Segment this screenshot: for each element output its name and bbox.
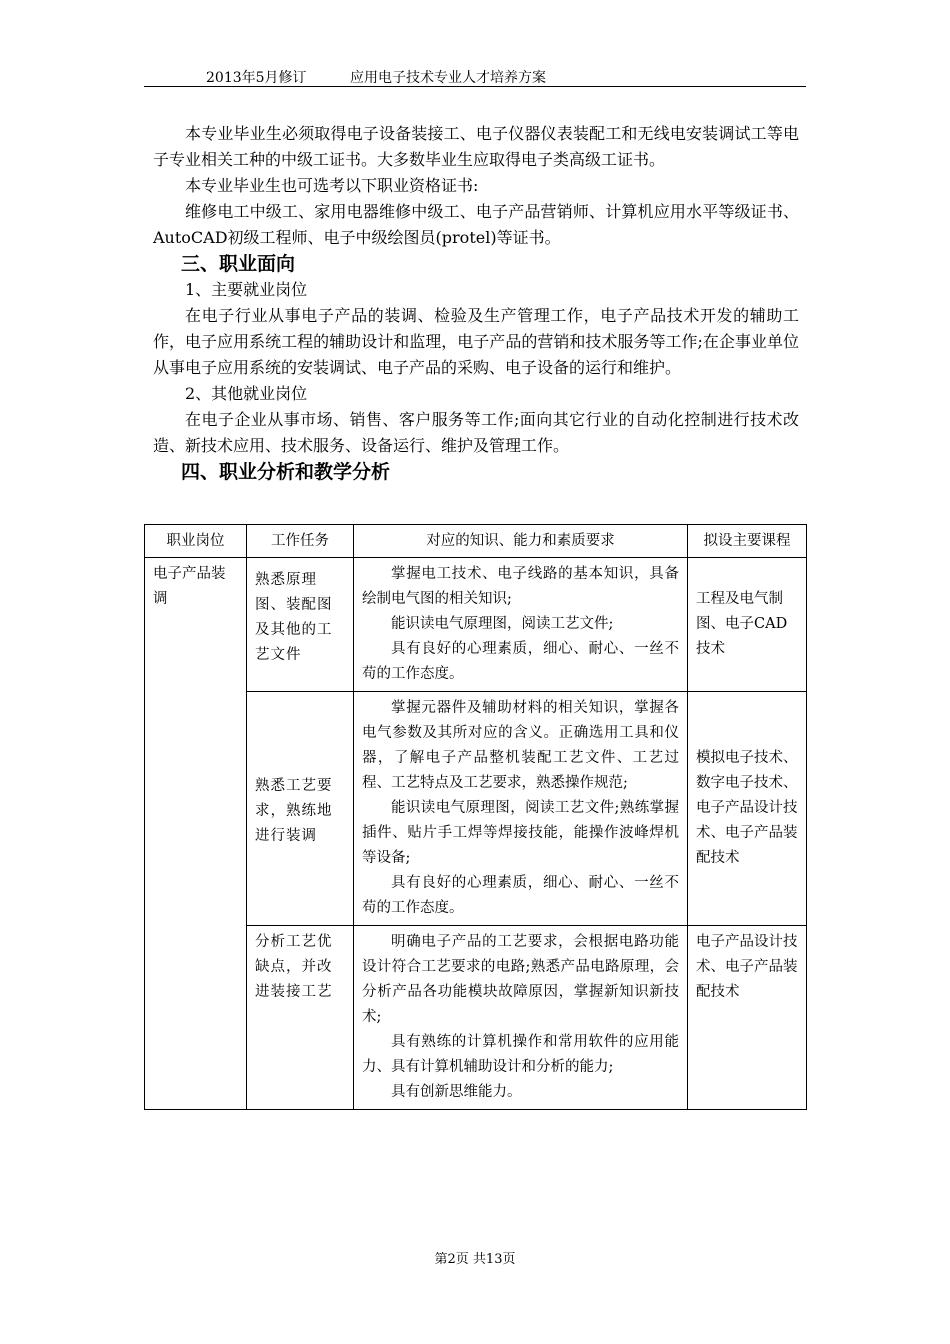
column-header: 拟设主要课程 — [688, 525, 807, 558]
column-header: 职业岗位 — [145, 525, 247, 558]
paragraph: 本专业毕业生必须取得电子设备装接工、电子仪器仪表装配工和无线电安装调试工等电子专业相关工种的中级工证书。大多数毕业生应取得电子类高级工证书。 — [153, 124, 799, 169]
page-header — [144, 64, 806, 87]
post-cell: 电子产品装调 — [145, 558, 247, 1110]
page-footer: 第2页 共13页 — [434, 1252, 516, 1267]
body-text — [153, 121, 799, 485]
requirement-text: 具有熟练的计算机操作和常用软件的应用能力、具有计算机辅助设计和分析的能力; — [362, 1034, 679, 1075]
requirements-cell — [354, 692, 688, 926]
task-cell: 熟悉原理图、装配图及其他的工艺文件 — [247, 558, 354, 692]
task-cell: 熟悉工艺要求，熟练地进行装调 — [247, 692, 354, 926]
header-date: 2013年5月修订 — [206, 70, 307, 86]
requirement-text: 掌握电工技术、电子线路的基本知识，具备绘制电气图的相关知识; — [362, 566, 679, 607]
paragraph: 在电子企业从事市场、销售、客户服务等工作;面向其它行业的自动化控制进行技术改造、新技术应用、技术服务、设备运行、维护及管理工作。 — [153, 410, 799, 455]
header-doc-title: 应用电子技术专业人才培养方案 — [350, 70, 546, 86]
section-heading: 四、职业分析和教学分析 — [181, 461, 391, 483]
paragraph: 维修电工中级工、家用电器维修中级工、电子产品营销师、计算机应用水平等级证书、AutoCAD初级工程师、电子中级绘图员(protel)等证书。 — [153, 202, 799, 247]
subheading: 1、主要就业岗位 — [185, 280, 308, 299]
requirement-text: 掌握元器件及辅助材料的相关知识，掌握各电气参数及其所对应的含义。正确选用工具和仪器，了解电子产品整机装配工艺文件、工艺过程、工艺特点及工艺要求，熟悉操作规范; — [362, 700, 679, 791]
analysis-table — [144, 524, 807, 1110]
requirement-text: 能识读电气原理图，阅读工艺文件; — [391, 616, 614, 632]
requirements-cell — [354, 926, 688, 1110]
requirement-text: 能识读电气原理图，阅读工艺文件;熟练掌握插件、贴片手工焊等焊接技能，能操作波峰焊机等设备; — [362, 800, 679, 866]
column-header: 对应的知识、能力和素质要求 — [354, 525, 688, 558]
requirement-text: 具有良好的心理素质，细心、耐心、一丝不苟的工作态度。 — [362, 641, 679, 682]
course-cell: 电子产品设计技术、电子产品装配技术 — [688, 926, 807, 1110]
section-heading: 三、职业面向 — [181, 253, 296, 275]
requirements-cell — [354, 558, 688, 692]
paragraph: 本专业毕业生也可选考以下职业资格证书: — [185, 176, 479, 195]
subheading: 2、其他就业岗位 — [185, 384, 308, 403]
column-header: 工作任务 — [247, 525, 354, 558]
course-cell: 工程及电气制图、电子CAD技术 — [688, 558, 807, 692]
requirement-text: 具有创新思维能力。 — [391, 1084, 522, 1100]
course-cell: 模拟电子技术、数字电子技术、电子产品设计技术、电子产品装配技术 — [688, 692, 807, 926]
task-cell: 分析工艺优缺点，并改进装接工艺 — [247, 926, 354, 1110]
table-header-row — [145, 525, 807, 558]
requirement-text: 具有良好的心理素质，细心、耐心、一丝不苟的工作态度。 — [362, 875, 679, 916]
requirement-text: 明确电子产品的工艺要求，会根据电路功能设计符合工艺要求的电路;熟悉产品电路原理，会分析产品各功能模块故障原因，掌握新知识新技术; — [362, 934, 679, 1025]
paragraph: 在电子行业从事电子产品的装调、检验及生产管理工作，电子产品技术开发的辅助工作，电子应用系统工程的辅助设计和监理，电子产品的营销和技术服务等工作;在企事业单位从事电子应用系统的安装调试、电子产品的采购、电子设备的运行和维护。 — [153, 306, 799, 377]
table-row — [145, 558, 807, 692]
